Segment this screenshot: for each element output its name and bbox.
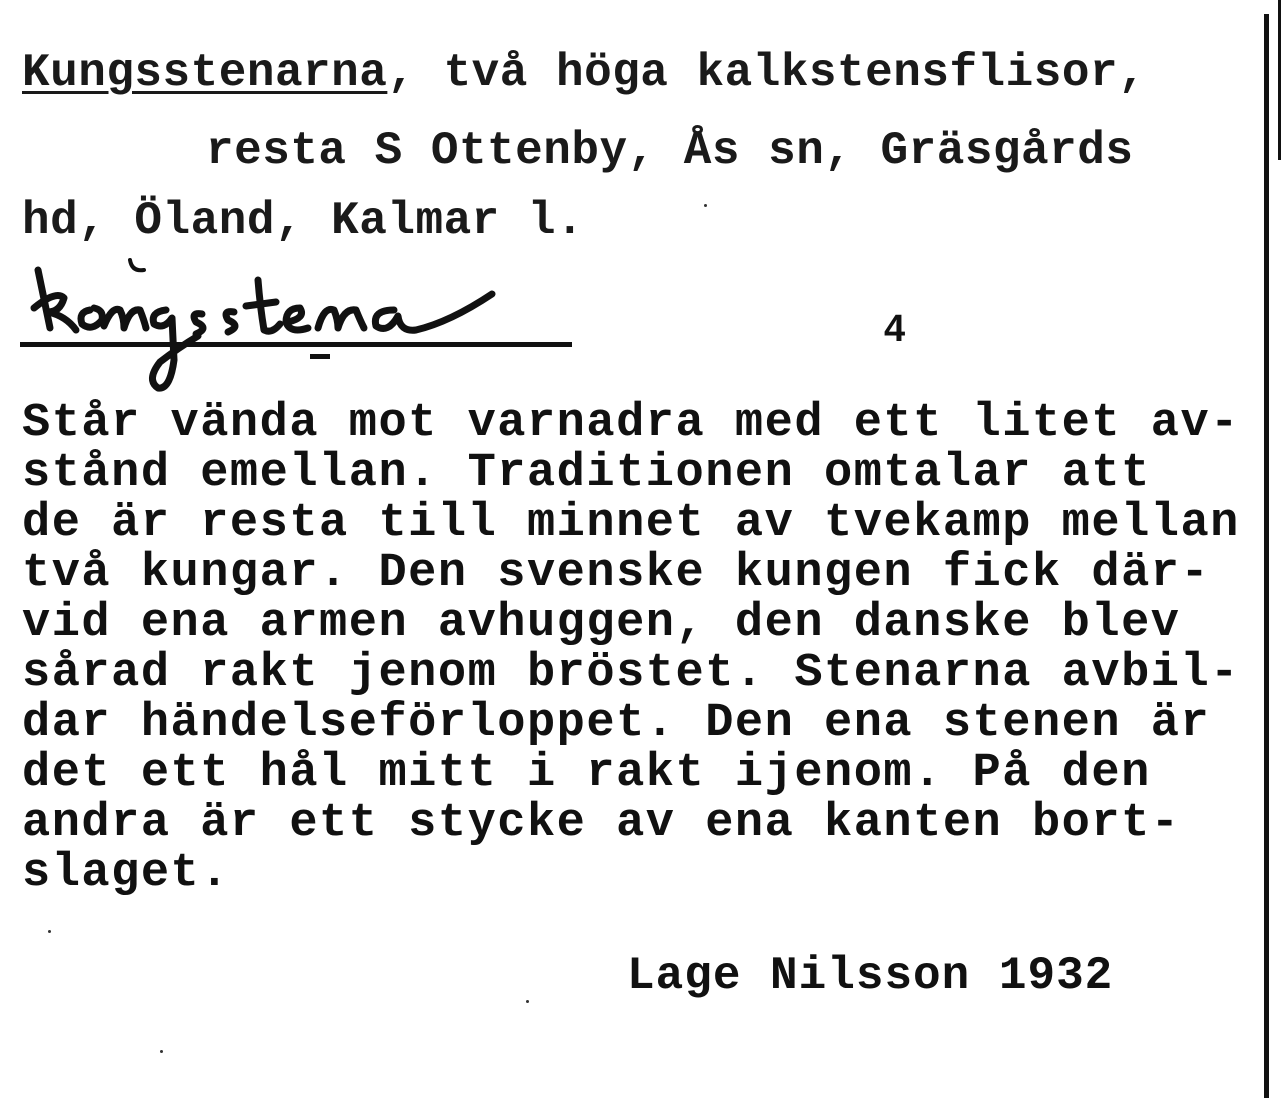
- body-line-5: vid ena armen avhuggen, den danske blev: [22, 597, 1181, 650]
- body-line-10: slaget.: [22, 847, 230, 900]
- header-line-2: resta S Ottenby, Ås sn, Gräsgårds: [206, 125, 1134, 177]
- card-title: Kungsstenarna: [22, 47, 388, 99]
- header-line-1-rest: , två höga kalkstensflisor,: [387, 47, 1147, 99]
- body-line-4: två kungar. Den svenske kungen fick där-: [22, 547, 1211, 600]
- handwriting-rule: [20, 342, 572, 347]
- scan-speck: [48, 930, 51, 933]
- header-line-1: [22, 48, 1146, 98]
- body-line-7: dar händelseförloppet. Den ena stenen är: [22, 697, 1211, 750]
- scan-speck: [526, 1000, 529, 1003]
- header-line-3: hd, Öland, Kalmar l.: [22, 195, 585, 247]
- scan-speck: [160, 1050, 163, 1053]
- scan-edge-top: [1278, 0, 1281, 160]
- scan-speck: [704, 204, 707, 207]
- handwritten-annotation: [20, 250, 580, 400]
- scan-edge: [1264, 14, 1269, 1098]
- body-line-9: andra är ett stycke av ena kanten bort-: [22, 797, 1181, 850]
- signature: Lage Nilsson 1932: [627, 950, 1114, 1002]
- card-number: 4: [884, 308, 906, 350]
- body-line-3: de är resta till minnet av tvekamp mellan: [22, 497, 1240, 550]
- body-line-2: stånd emellan. Traditionen omtalar att: [22, 447, 1151, 500]
- body-line-6: sårad rakt jenom bröstet. Stenarna avbil-: [22, 647, 1240, 700]
- body-line-1: Står vända mot varnadra med ett litet av-: [22, 397, 1240, 450]
- body-line-8: det ett hål mitt i rakt ijenom. På den: [22, 747, 1151, 800]
